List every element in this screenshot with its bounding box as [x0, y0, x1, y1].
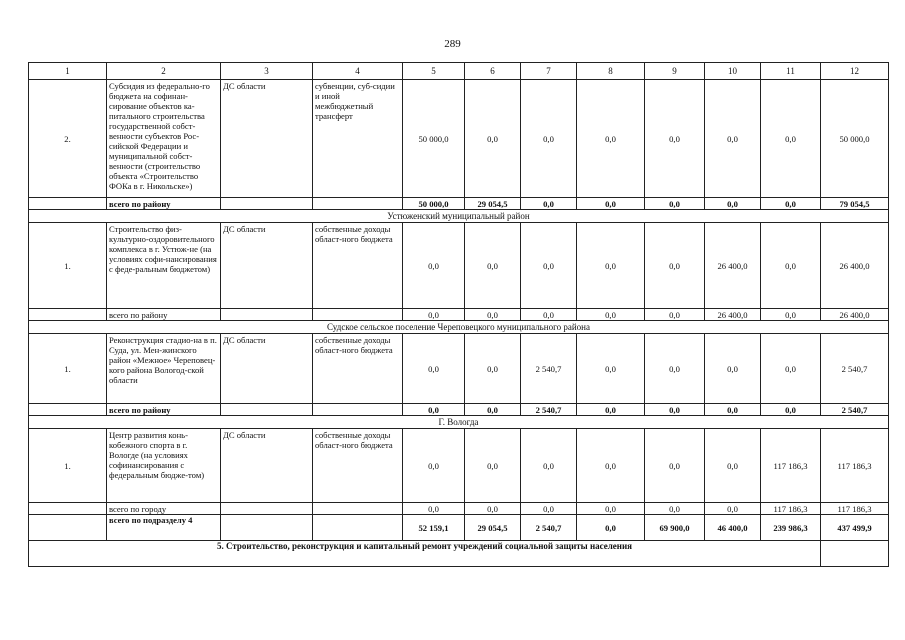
section-title: Судское сельское поселение Череповецкого муниципального района — [29, 321, 889, 334]
item-number: 2. — [29, 80, 107, 198]
total-value: 0,0 — [521, 503, 577, 515]
col-header: 3 — [221, 63, 313, 80]
item-description: Центр развития конь-кобежного спорта в г. Вологде (на условиях софинансирования с федеральным бюдже-том) — [107, 429, 221, 503]
section-row — [29, 416, 889, 429]
col-header: 10 — [705, 63, 761, 80]
value-cell: 0,0 — [577, 80, 645, 198]
total-value: 0,0 — [403, 503, 465, 515]
value-cell: 0,0 — [403, 334, 465, 404]
total-label: всего по району — [107, 309, 221, 321]
item-number: 1. — [29, 223, 107, 309]
total-value: 0,0 — [761, 309, 821, 321]
value-cell: 0,0 — [465, 429, 521, 503]
total-value: 52 159,1 — [403, 515, 465, 541]
total-value: 79 054,5 — [821, 198, 889, 210]
funding-source: ДС области — [221, 223, 313, 309]
empty-cell — [221, 503, 313, 515]
value-cell: 0,0 — [645, 223, 705, 309]
funding-kind: собственные доходы област-ного бюджета — [313, 429, 403, 503]
value-cell: 0,0 — [761, 223, 821, 309]
item-description: Субсидия из федерально-го бюджета на софинан-сирование объектов ка-питального строительства государственной собст-венности субъектов Рос-сийской Федерации и муниципальной собст-венности (строительство объекта «Строительство ФОКа в г. Никольске») — [107, 80, 221, 198]
total-value: 26 400,0 — [821, 309, 889, 321]
total-row — [29, 404, 889, 416]
value-cell: 50 000,0 — [821, 80, 889, 198]
col-header: 9 — [645, 63, 705, 80]
item-description: Строительство физ-культурно-оздоровительного комплекса в г. Устюж-не (на условиях софи-нансирования с феде-ральным бюджетом) — [107, 223, 221, 309]
funding-kind: субвенции, суб-сидии и иной межбюджетный трансферт — [313, 80, 403, 198]
total-label: всего по району — [107, 404, 221, 416]
funding-kind: собственные доходы област-ного бюджета — [313, 334, 403, 404]
total-value: 0,0 — [577, 404, 645, 416]
total-value: 2 540,7 — [521, 515, 577, 541]
item-row — [29, 334, 889, 404]
total-value: 50 000,0 — [403, 198, 465, 210]
budget-table — [28, 62, 889, 567]
total-value: 0,0 — [465, 503, 521, 515]
col-header: 7 — [521, 63, 577, 80]
item-number: 1. — [29, 429, 107, 503]
funding-kind: собственные доходы област-ного бюджета — [313, 223, 403, 309]
value-cell: 0,0 — [705, 334, 761, 404]
value-cell: 0,0 — [577, 334, 645, 404]
total-value: 2 540,7 — [521, 404, 577, 416]
total-value: 437 499,9 — [821, 515, 889, 541]
total-value: 0,0 — [577, 309, 645, 321]
total-value: 0,0 — [465, 309, 521, 321]
total-row — [29, 503, 889, 515]
item-description: Реконструкция стадио-на в п. Суда, ул. Мен-жинского район «Межное» Череповец-кого района Вологод-ской области — [107, 334, 221, 404]
value-cell: 0,0 — [645, 334, 705, 404]
empty-cell — [313, 309, 403, 321]
empty-cell — [221, 404, 313, 416]
value-cell: 0,0 — [761, 80, 821, 198]
total-value: 0,0 — [645, 198, 705, 210]
value-cell: 26 400,0 — [821, 223, 889, 309]
total-value: 29 054,5 — [465, 515, 521, 541]
value-cell: 0,0 — [645, 80, 705, 198]
total-row — [29, 309, 889, 321]
total-value: 46 400,0 — [705, 515, 761, 541]
funding-source: ДС области — [221, 80, 313, 198]
total-value: 0,0 — [403, 404, 465, 416]
item-number: 1. — [29, 334, 107, 404]
value-cell: 2 540,7 — [821, 334, 889, 404]
value-cell: 0,0 — [521, 223, 577, 309]
empty-cell — [313, 404, 403, 416]
col-header: 2 — [107, 63, 221, 80]
total-label: всего по подразделу 4 — [107, 515, 221, 541]
empty-cell — [313, 515, 403, 541]
col-header: 12 — [821, 63, 889, 80]
total-value: 0,0 — [705, 198, 761, 210]
value-cell: 117 186,3 — [761, 429, 821, 503]
empty-cell — [821, 541, 889, 567]
section-row — [29, 541, 889, 567]
value-cell: 50 000,0 — [403, 80, 465, 198]
total-row — [29, 198, 889, 210]
total-value: 0,0 — [705, 503, 761, 515]
value-cell: 0,0 — [403, 223, 465, 309]
value-cell: 0,0 — [705, 80, 761, 198]
value-cell: 0,0 — [645, 429, 705, 503]
total-value: 0,0 — [761, 404, 821, 416]
total-value: 0,0 — [521, 309, 577, 321]
item-row — [29, 429, 889, 503]
total-value: 117 186,3 — [761, 503, 821, 515]
total-label: всего по району — [107, 198, 221, 210]
value-cell: 0,0 — [521, 80, 577, 198]
empty-cell — [29, 198, 107, 210]
value-cell: 0,0 — [521, 429, 577, 503]
total-value: 117 186,3 — [821, 503, 889, 515]
total-value: 26 400,0 — [705, 309, 761, 321]
empty-cell — [29, 503, 107, 515]
funding-source: ДС области — [221, 429, 313, 503]
value-cell: 0,0 — [705, 429, 761, 503]
col-header: 1 — [29, 63, 107, 80]
empty-cell — [29, 515, 107, 541]
value-cell: 0,0 — [465, 334, 521, 404]
total-label: всего по городу — [107, 503, 221, 515]
empty-cell — [221, 198, 313, 210]
section-title: Устюженский муниципальный район — [29, 210, 889, 223]
total-value: 0,0 — [645, 309, 705, 321]
value-cell: 0,0 — [761, 334, 821, 404]
section-row — [29, 210, 889, 223]
total-value: 0,0 — [761, 198, 821, 210]
header-row — [29, 63, 889, 80]
value-cell: 2 540,7 — [521, 334, 577, 404]
col-header: 8 — [577, 63, 645, 80]
total-value: 0,0 — [577, 503, 645, 515]
total-row — [29, 515, 889, 541]
value-cell: 0,0 — [465, 80, 521, 198]
value-cell: 0,0 — [577, 429, 645, 503]
empty-cell — [221, 309, 313, 321]
item-row — [29, 80, 889, 198]
empty-cell — [29, 404, 107, 416]
col-header: 4 — [313, 63, 403, 80]
total-value: 0,0 — [465, 404, 521, 416]
total-value: 69 900,0 — [645, 515, 705, 541]
section-row — [29, 321, 889, 334]
col-header: 5 — [403, 63, 465, 80]
section-title: Г. Вологда — [29, 416, 889, 429]
section-title: 5. Строительство, реконструкция и капитальный ремонт учреждений социальной защиты населения — [29, 541, 821, 567]
total-value: 0,0 — [645, 404, 705, 416]
total-value: 29 054,5 — [465, 198, 521, 210]
total-value: 239 986,3 — [761, 515, 821, 541]
value-cell: 117 186,3 — [821, 429, 889, 503]
total-value: 0,0 — [705, 404, 761, 416]
empty-cell — [221, 515, 313, 541]
funding-source: ДС области — [221, 334, 313, 404]
total-value: 0,0 — [403, 309, 465, 321]
value-cell: 26 400,0 — [705, 223, 761, 309]
value-cell: 0,0 — [465, 223, 521, 309]
item-row — [29, 223, 889, 309]
value-cell: 0,0 — [403, 429, 465, 503]
empty-cell — [313, 503, 403, 515]
total-value: 0,0 — [521, 198, 577, 210]
value-cell: 0,0 — [577, 223, 645, 309]
total-value: 2 540,7 — [821, 404, 889, 416]
empty-cell — [313, 198, 403, 210]
total-value: 0,0 — [577, 515, 645, 541]
col-header: 6 — [465, 63, 521, 80]
page-number: 289 — [444, 38, 461, 50]
empty-cell — [29, 309, 107, 321]
col-header: 11 — [761, 63, 821, 80]
total-value: 0,0 — [577, 198, 645, 210]
total-value: 0,0 — [645, 503, 705, 515]
